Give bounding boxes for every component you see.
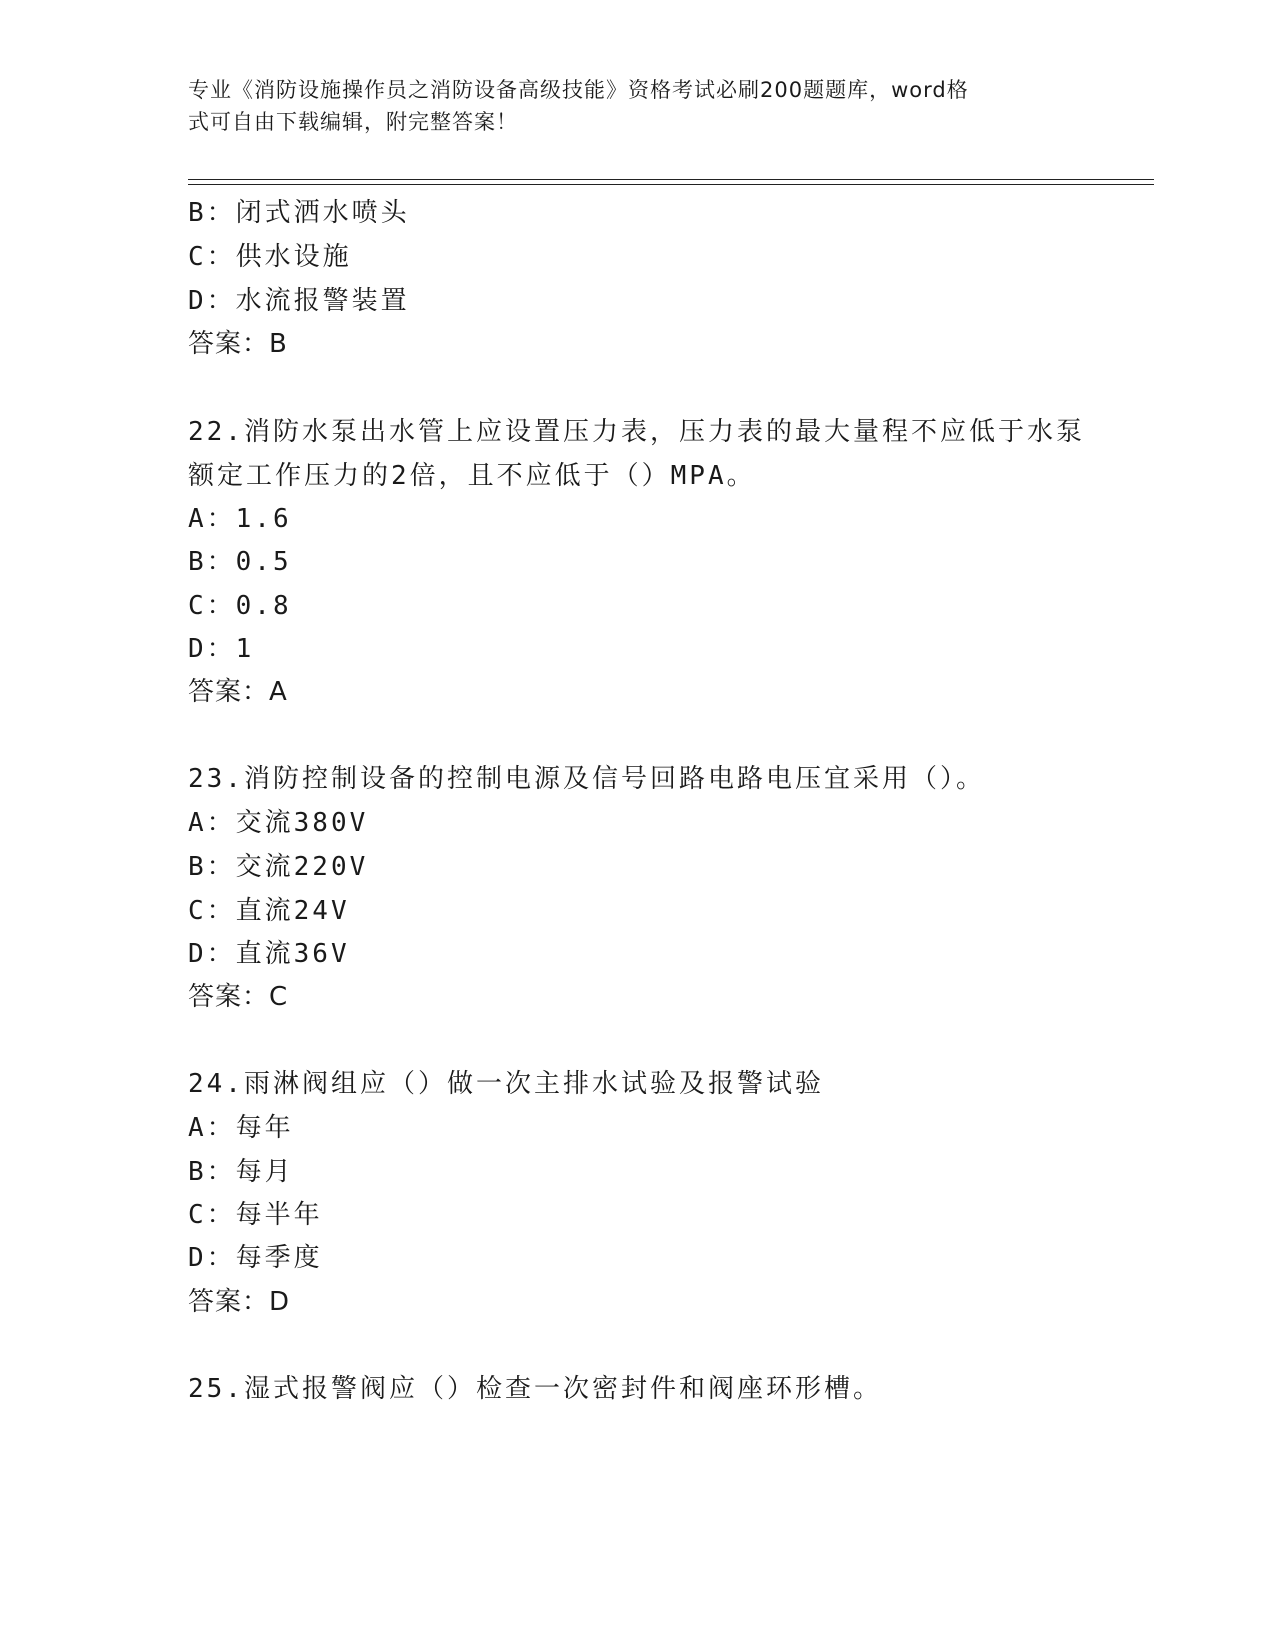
option-b: B：每月 [188, 1157, 294, 1187]
option-a: A：每年 [188, 1113, 294, 1143]
answer-line: 答案：A [188, 677, 288, 707]
document-header [188, 74, 1068, 138]
question-stem: 25.湿式报警阀应（）检查一次密封件和阀座环形槽。 [188, 1374, 882, 1404]
question-stem: 22.消防水泵出水管上应设置压力表，压力表的最大量程不应低于水泵 [188, 417, 1085, 447]
answer-line: 答案：B [188, 329, 288, 359]
question-stem: 23.消防控制设备的控制电源及信号回路电路电压宜采用（）。 [188, 764, 985, 794]
option-d: D：1 [188, 634, 255, 664]
header-divider-bottom [188, 184, 1154, 185]
option-b: B：0.5 [188, 547, 292, 577]
option-d: D：直流36V [188, 939, 350, 969]
option-c: C：0.8 [188, 591, 292, 621]
header-line-1: 专业《消防设施操作员之消防设备高级技能》资格考试必刷200题题库，word格 [188, 78, 969, 102]
option-a: A：交流380V [188, 808, 369, 838]
header-divider-top [188, 179, 1154, 180]
question-stem-continued: 额定工作压力的2倍，且不应低于（）MPA。 [188, 461, 756, 491]
option-d: D：每季度 [188, 1243, 323, 1273]
option-c: C：每半年 [188, 1200, 323, 1230]
option-d: D：水流报警装置 [188, 286, 410, 316]
option-c: C：直流24V [188, 896, 350, 926]
header-line-2: 式可自由下载编辑，附完整答案！ [188, 110, 518, 134]
answer-line: 答案：C [188, 982, 289, 1012]
option-a: A：1.6 [188, 504, 292, 534]
question-stem: 24.雨淋阀组应（）做一次主排水试验及报警试验 [188, 1069, 824, 1099]
option-c: C：供水设施 [188, 242, 352, 272]
option-b: B：交流220V [188, 852, 369, 882]
option-b: B：闭式洒水喷头 [188, 198, 410, 228]
answer-line: 答案：D [188, 1287, 291, 1317]
